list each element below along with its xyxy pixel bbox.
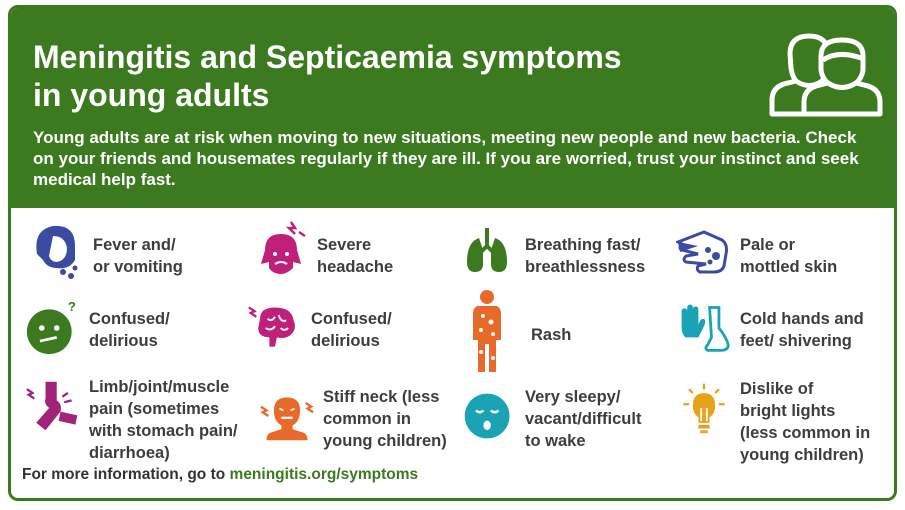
label-line: Breathing fast/ [525, 236, 641, 254]
label-line: young children) [740, 446, 864, 464]
symptom-label [525, 234, 645, 278]
intro-bold: Check on your friends and housemates [33, 128, 857, 168]
symptom-confused-1 [25, 298, 235, 368]
light-bulb-icon [676, 378, 732, 438]
mottled-hand-icon [676, 220, 732, 280]
label-line: Stiff neck (less [323, 388, 440, 406]
label-line: bright lights [740, 402, 836, 420]
label-line: Pale or [740, 236, 796, 254]
label-line: or vomiting [93, 258, 183, 276]
symptom-label [311, 308, 392, 352]
header-banner [11, 8, 894, 208]
symptom-label [740, 308, 864, 352]
symptom-label [740, 234, 837, 278]
label-line: headache [317, 258, 394, 276]
intro-part-1: Young adults are at risk when moving to new situations, meeting new people and new bacteria. [33, 128, 806, 147]
label-line: Dislike of [740, 380, 814, 398]
intro-part-2: regularly if they are ill. If you are worried, trust your instinct and seek medical help fast. [33, 149, 859, 189]
label-line: to wake [525, 432, 586, 450]
symptom-confused-2 [247, 298, 457, 368]
brain-icon [247, 298, 303, 358]
young-adults-icon [766, 30, 884, 118]
symptom-label [93, 234, 183, 278]
label-line: diarrhoea) [89, 444, 170, 462]
stiff-neck-icon [259, 386, 315, 446]
symptoms-link[interactable]: meningitis.org/symptoms [229, 466, 419, 483]
footer-prefix: For more information, go to [22, 466, 230, 483]
symptoms-card [8, 5, 897, 501]
label-line: Limb/joint/muscle [89, 378, 230, 396]
label-line: breathlessness [525, 258, 646, 276]
intro-text [33, 127, 873, 190]
label-line: common in [323, 410, 412, 428]
symptom-label [317, 234, 393, 278]
symptom-headache [253, 220, 453, 290]
symptom-cold-hands [676, 298, 886, 368]
page-title [33, 38, 733, 114]
label-line: young children) [323, 432, 447, 450]
label-line: Confused/ [89, 310, 170, 328]
confused-face-icon [25, 298, 81, 358]
lungs-icon [461, 220, 517, 280]
rash-body-icon [467, 288, 507, 376]
symptom-fever [29, 220, 239, 290]
label-line: feet/ shivering [740, 332, 852, 350]
label-line: (less common in [740, 424, 871, 442]
symptom-rash [467, 288, 677, 378]
symptom-limb-pain [25, 376, 245, 466]
title-line-2: in young adults [33, 77, 270, 113]
symptom-label [740, 378, 870, 466]
symptom-label [531, 324, 571, 346]
sleepy-face-icon [461, 386, 517, 446]
symptom-label [89, 308, 170, 352]
footer-text [22, 466, 418, 484]
symptom-stiff-neck [259, 386, 469, 466]
label-line: mottled skin [740, 258, 838, 276]
label-line: delirious [311, 332, 380, 350]
label-line: vacant/difficult [525, 410, 642, 428]
label-line: with stomach pain/ [89, 422, 238, 440]
symptom-label [525, 386, 641, 452]
headache-icon [253, 220, 309, 280]
symptom-pale-skin [676, 220, 886, 290]
title-line-1: Meningitis and Septicaemia symptoms [33, 39, 622, 75]
symptom-bright-lights [676, 378, 896, 468]
symptom-sleepy [461, 386, 671, 466]
label-line: Very sleepy/ [525, 388, 621, 406]
label-line: Confused/ [311, 310, 392, 328]
svg-text:?: ? [67, 299, 76, 315]
label-line: delirious [89, 332, 158, 350]
joint-pain-icon [25, 376, 81, 436]
label-line: Fever and/ [93, 236, 176, 254]
label-line: Rash [531, 326, 572, 344]
label-line: pain (sometimes [89, 400, 220, 418]
label-line: Cold hands and [740, 310, 864, 328]
symptom-label [89, 376, 238, 464]
fever-icon [29, 220, 85, 280]
symptom-label [323, 386, 447, 452]
cold-hands-feet-icon [676, 298, 732, 358]
symptom-grid [11, 208, 894, 501]
symptom-breathing [461, 220, 671, 290]
label-line: Severe [317, 236, 372, 254]
